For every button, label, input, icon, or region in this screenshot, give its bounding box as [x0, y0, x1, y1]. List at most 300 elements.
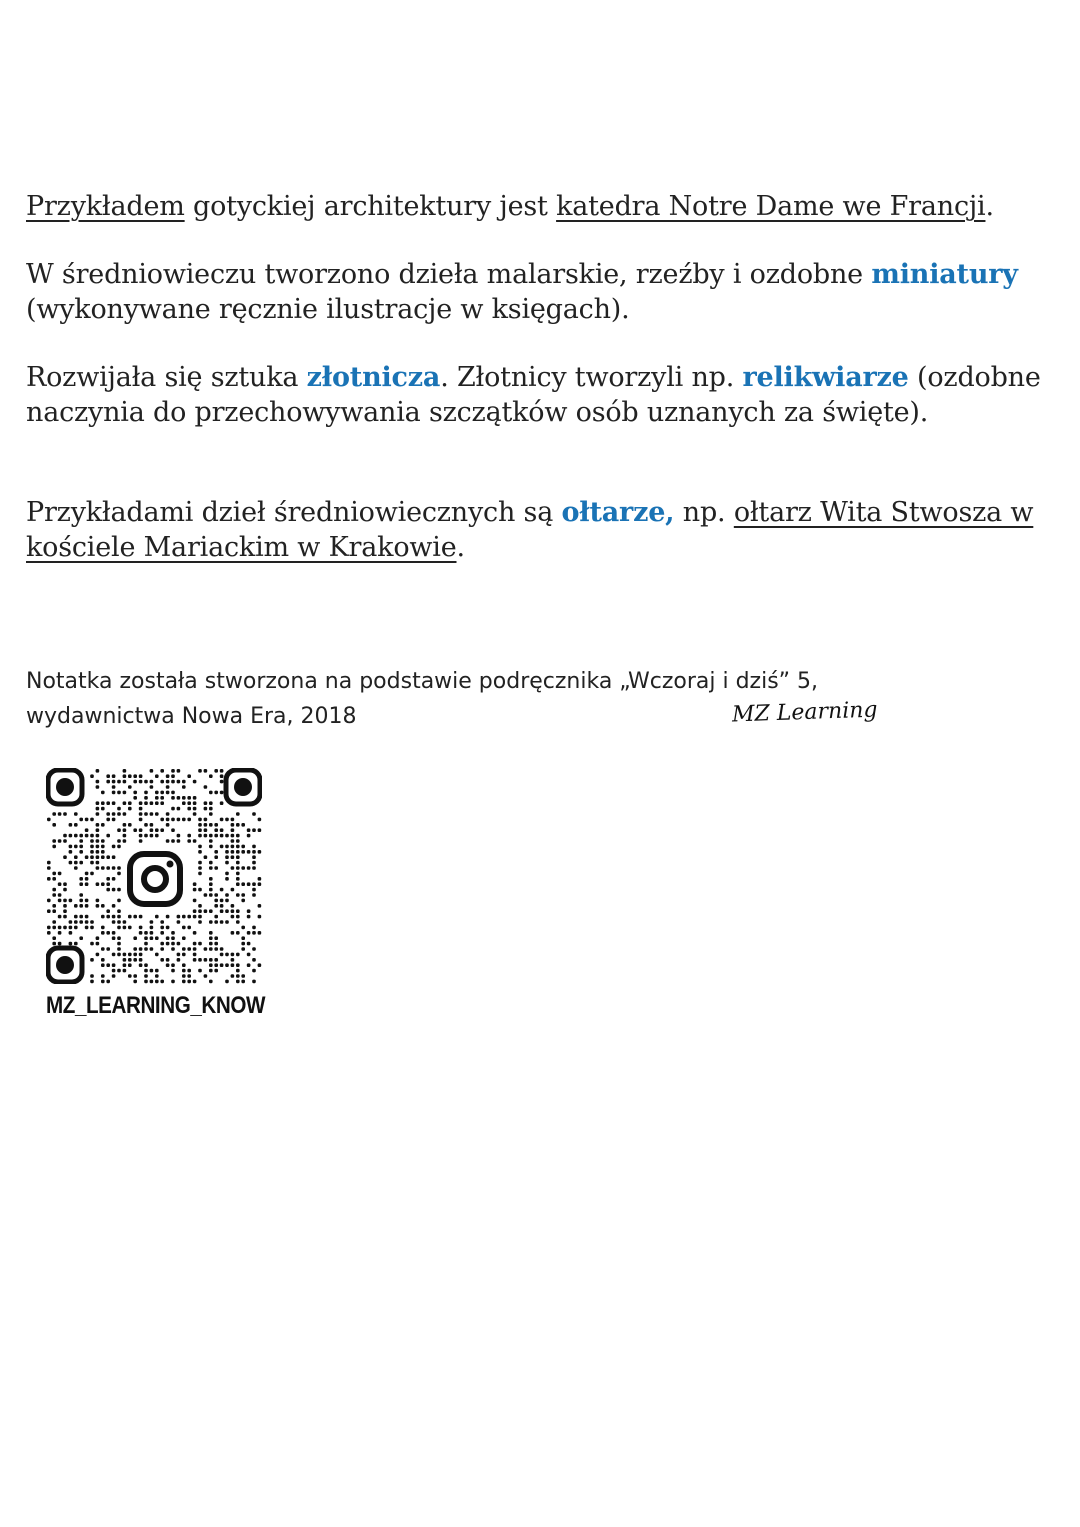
qr-module [128, 801, 132, 805]
qr-module [52, 872, 56, 876]
qr-module [236, 882, 240, 886]
qr-module [63, 888, 67, 892]
text: . [456, 532, 465, 563]
qr-module [241, 850, 245, 854]
qr-module [241, 823, 245, 827]
qr-module [155, 834, 159, 838]
qr-module [214, 855, 218, 859]
qr-module [204, 807, 208, 811]
qr-module [112, 953, 116, 957]
qr-module [258, 915, 262, 919]
qr-module [220, 909, 224, 913]
qr-module [52, 877, 56, 881]
qr-module [101, 904, 105, 908]
qr-module [193, 980, 197, 984]
qr-module [150, 823, 154, 827]
qr-module [69, 850, 73, 854]
qr-module [247, 953, 251, 957]
qr-module [47, 818, 51, 822]
qr-module [52, 839, 56, 843]
qr-module [112, 855, 116, 859]
qr-module [225, 845, 229, 849]
qr-module [236, 953, 240, 957]
qr-module [63, 899, 67, 903]
qr-module [258, 850, 262, 854]
qr-module [182, 801, 186, 805]
qr-module [252, 958, 256, 962]
qr-module [225, 850, 229, 854]
qr-module [155, 791, 159, 795]
qr-module [171, 839, 175, 843]
qr-module [47, 899, 51, 903]
qr-module [225, 963, 229, 967]
qr-module [214, 893, 218, 897]
qr-module [106, 877, 110, 881]
qr-module [150, 926, 154, 930]
qr-module [198, 904, 202, 908]
qr-module [214, 791, 218, 795]
qr-module [58, 882, 62, 886]
paragraph-goldsmithing [26, 360, 1056, 430]
qr-module [187, 801, 191, 805]
qr-module [52, 893, 56, 897]
qr-module [214, 920, 218, 924]
qr-module [52, 812, 56, 816]
keyword-relikwiarze: relikwiarze [742, 362, 909, 393]
qr-module [236, 963, 240, 967]
qr-module [204, 909, 208, 913]
text: . Złotnicy tworzyli np. [440, 362, 743, 393]
qr-module [252, 882, 256, 886]
qr-module [209, 845, 213, 849]
qr-module [225, 877, 229, 881]
qr-module [85, 915, 89, 919]
qr-module [112, 974, 116, 978]
qr-module [182, 926, 186, 930]
qr-module [177, 818, 181, 822]
qr-module [139, 953, 143, 957]
qr-module [171, 931, 175, 935]
qr-module [90, 942, 94, 946]
qr-module [258, 904, 262, 908]
qr-module [187, 774, 191, 778]
qr-module [231, 855, 235, 859]
qr-module [171, 818, 175, 822]
qr-module [150, 980, 154, 984]
qr-module [247, 850, 251, 854]
qr-module [63, 904, 67, 908]
qr-module [177, 920, 181, 924]
qr-module [144, 969, 148, 973]
qr-module [58, 893, 62, 897]
qr-module [231, 828, 235, 832]
qr-module [63, 909, 67, 913]
qr-module [252, 861, 256, 865]
qr-module [209, 861, 213, 865]
qr-module [74, 812, 78, 816]
qr-module [123, 769, 127, 773]
qr-module [231, 904, 235, 908]
qr-module [90, 774, 94, 778]
qr-module [225, 818, 229, 822]
qr-module [214, 823, 218, 827]
qr-module [117, 872, 121, 876]
qr-module [220, 828, 224, 832]
qr-module [52, 888, 56, 892]
qr-module [79, 915, 83, 919]
qr-module [209, 812, 213, 816]
qr-module [106, 882, 110, 886]
qr-module [209, 958, 213, 962]
qr-module [204, 947, 208, 951]
qr-module [209, 947, 213, 951]
qr-module [112, 845, 116, 849]
qr-module [144, 796, 148, 800]
qr-module [123, 812, 127, 816]
qr-module [182, 936, 186, 940]
qr-module [117, 807, 121, 811]
qr-module [204, 974, 208, 978]
qr-module [225, 855, 229, 859]
qr-module [106, 818, 110, 822]
qr-module [193, 915, 197, 919]
qr-module [117, 888, 121, 892]
qr-module [182, 780, 186, 784]
qr-module [79, 850, 83, 854]
qr-module [85, 904, 89, 908]
paragraph-altars [26, 495, 1056, 565]
qr-module [187, 915, 191, 919]
qr-module [182, 969, 186, 973]
keyword-zlotnicza: złotnicza [306, 362, 441, 393]
qr-module [214, 947, 218, 951]
qr-module [133, 780, 137, 784]
qr-module [74, 904, 78, 908]
qr-module [74, 855, 78, 859]
qr-module [96, 812, 100, 816]
qr-module [225, 872, 229, 876]
qr-module [47, 931, 51, 935]
qr-module [171, 828, 175, 832]
qr-module [101, 845, 105, 849]
qr-module [258, 882, 262, 886]
qr-module [52, 904, 56, 908]
qr-module [220, 791, 224, 795]
qr-module [52, 920, 56, 924]
qr-module [252, 947, 256, 951]
qr-module [96, 780, 100, 784]
qr-module [214, 899, 218, 903]
qr-module [166, 839, 170, 843]
qr-module [258, 877, 262, 881]
qr-module [182, 785, 186, 789]
qr-module [101, 882, 105, 886]
qr-module [96, 823, 100, 827]
qr-module [85, 920, 89, 924]
qr-module [150, 931, 154, 935]
qr-module [128, 926, 132, 930]
qr-module [198, 834, 202, 838]
qr-module [139, 963, 143, 967]
instagram-handle: MZ_LEARNING_KNOW [46, 992, 266, 1019]
qr-module [133, 947, 137, 951]
qr-module [155, 953, 159, 957]
paragraph-gothic-architecture [26, 189, 1056, 224]
qr-module [214, 769, 218, 773]
qr-module [198, 942, 202, 946]
qr-module [155, 812, 159, 816]
qr-module [182, 796, 186, 800]
qr-module [144, 947, 148, 951]
qr-module [90, 980, 94, 984]
qr-module [144, 801, 148, 805]
qr-module [193, 953, 197, 957]
qr-module [220, 904, 224, 908]
qr-module [204, 801, 208, 805]
qr-module [236, 866, 240, 870]
qr-module [85, 834, 89, 838]
qr-module [171, 774, 175, 778]
qr-module [79, 893, 83, 897]
qr-module [150, 828, 154, 832]
qr-module [106, 801, 110, 805]
qr-module [144, 812, 148, 816]
qr-module [209, 882, 213, 886]
qr-module [247, 866, 251, 870]
qr-module [182, 953, 186, 957]
qr-module [231, 850, 235, 854]
qr-module [74, 823, 78, 827]
qr-module [166, 942, 170, 946]
qr-module [193, 839, 197, 843]
qr-module [139, 915, 143, 919]
qr-module [58, 931, 62, 935]
qr-module [214, 850, 218, 854]
qr-module [139, 834, 143, 838]
qr-module [69, 931, 73, 935]
qr-module [90, 926, 94, 930]
qr-module [47, 926, 51, 930]
qr-module [69, 823, 73, 827]
qr-module [182, 974, 186, 978]
qr-module [128, 823, 132, 827]
qr-module [171, 796, 175, 800]
text: (ozdobne naczynia do przechowywania szczątków osób uznanych za święte). [26, 362, 1041, 428]
qr-module [209, 969, 213, 973]
source-note-line2: wydawnictwa Nowa Era, 2018 [26, 704, 357, 729]
qr-module [58, 839, 62, 843]
qr-module [96, 936, 100, 940]
qr-module [144, 823, 148, 827]
qr-module [204, 828, 208, 832]
qr-module [220, 888, 224, 892]
qr-module [241, 980, 245, 984]
source-note-line1: Notatka została stworzona na podstawie podręcznika „Wczoraj i dziś” 5, [26, 669, 819, 694]
qr-module [79, 834, 83, 838]
qr-module [139, 828, 143, 832]
qr-module [69, 926, 73, 930]
qr-module [79, 861, 83, 865]
qr-module [106, 866, 110, 870]
qr-module [90, 834, 94, 838]
qr-module [214, 963, 218, 967]
qr-module [139, 818, 143, 822]
qr-module [241, 947, 245, 951]
qr-module [133, 828, 137, 832]
qr-module [150, 780, 154, 784]
qr-module [160, 958, 164, 962]
qr-module [209, 909, 213, 913]
qr-module [155, 974, 159, 978]
qr-module [231, 958, 235, 962]
qr-code[interactable] [46, 768, 262, 984]
qr-module [177, 769, 181, 773]
qr-module [63, 834, 67, 838]
qr-module [220, 899, 224, 903]
qr-module [123, 953, 127, 957]
qr-module [171, 969, 175, 973]
qr-module [236, 980, 240, 984]
qr-module [155, 774, 159, 778]
qr-module [79, 882, 83, 886]
qr-module [241, 845, 245, 849]
qr-module [231, 953, 235, 957]
qr-module [150, 769, 154, 773]
qr-module [204, 893, 208, 897]
qr-module [204, 823, 208, 827]
qr-module [123, 926, 127, 930]
qr-module [144, 936, 148, 940]
qr-module [74, 926, 78, 930]
qr-module [193, 796, 197, 800]
qr-module [123, 969, 127, 973]
qr-module [106, 931, 110, 935]
qr-module [139, 926, 143, 930]
text: Przykładami dzieł średniowiecznych są [26, 497, 562, 528]
qr-module [58, 899, 62, 903]
qr-module [214, 866, 218, 870]
qr-module [101, 947, 105, 951]
qr-module [198, 850, 202, 854]
qr-module [106, 812, 110, 816]
qr-module [69, 834, 73, 838]
qr-module [209, 866, 213, 870]
qr-module [193, 958, 197, 962]
qr-module [128, 774, 132, 778]
qr-module [160, 818, 164, 822]
qr-module [101, 974, 105, 978]
qr-module [133, 953, 137, 957]
qr-module [112, 936, 116, 940]
qr-module [106, 909, 110, 913]
qr-module [220, 769, 224, 773]
qr-module [193, 909, 197, 913]
qr-module [96, 801, 100, 805]
qr-module [133, 974, 137, 978]
underlined-term: Przykładem [26, 191, 185, 222]
qr-module [193, 899, 197, 903]
qr-module [198, 872, 202, 876]
qr-module [198, 861, 202, 865]
qr-module [236, 839, 240, 843]
keyword-oltarze: ołtarze, [561, 497, 675, 528]
text: np. [674, 497, 734, 528]
qr-module [79, 920, 83, 924]
qr-module [74, 845, 78, 849]
qr-module [193, 882, 197, 886]
qr-module [209, 801, 213, 805]
qr-module [117, 926, 121, 930]
qr-module [220, 953, 224, 957]
qr-module [177, 796, 181, 800]
qr-module [63, 915, 67, 919]
qr-module [128, 785, 132, 789]
qr-module [139, 774, 143, 778]
qr-module [52, 926, 56, 930]
qr-module [231, 866, 235, 870]
qr-module [220, 947, 224, 951]
qr-module [171, 807, 175, 811]
qr-module [204, 785, 208, 789]
qr-module [236, 969, 240, 973]
qr-module [101, 839, 105, 843]
qr-module [160, 947, 164, 951]
qr-module [171, 963, 175, 967]
qr-module [47, 861, 51, 865]
qr-module [182, 980, 186, 984]
qr-module [177, 834, 181, 838]
qr-module [96, 850, 100, 854]
text: (wykonywane ręcznie ilustracje w księgach). [26, 294, 630, 325]
qr-finder-top-right [226, 770, 260, 804]
qr-module [96, 953, 100, 957]
qr-module [123, 839, 127, 843]
qr-module [101, 931, 105, 935]
qr-module [220, 818, 224, 822]
text: Rozwijała się sztuka [26, 362, 307, 393]
qr-module [236, 974, 240, 978]
qr-module [139, 958, 143, 962]
qr-module [85, 855, 89, 859]
qr-module [96, 866, 100, 870]
qr-module [139, 947, 143, 951]
qr-module [258, 828, 262, 832]
qr-finder-top-left [48, 770, 82, 804]
qr-module [220, 834, 224, 838]
qr-module [106, 888, 110, 892]
qr-module [160, 791, 164, 795]
qr-module [231, 823, 235, 827]
qr-module [123, 920, 127, 924]
qr-module [166, 926, 170, 930]
qr-module [231, 974, 235, 978]
qr-module [187, 980, 191, 984]
qr-module [63, 839, 67, 843]
qr-module [112, 969, 116, 973]
qr-module [236, 845, 240, 849]
qr-module [241, 893, 245, 897]
qr-module [117, 909, 121, 913]
qr-module [128, 807, 132, 811]
qr-module [166, 958, 170, 962]
qr-module [63, 812, 67, 816]
qr-module [231, 915, 235, 919]
qr-module [225, 920, 229, 924]
qr-module [150, 801, 154, 805]
qr-module [166, 963, 170, 967]
qr-module [198, 969, 202, 973]
qr-module [58, 926, 62, 930]
